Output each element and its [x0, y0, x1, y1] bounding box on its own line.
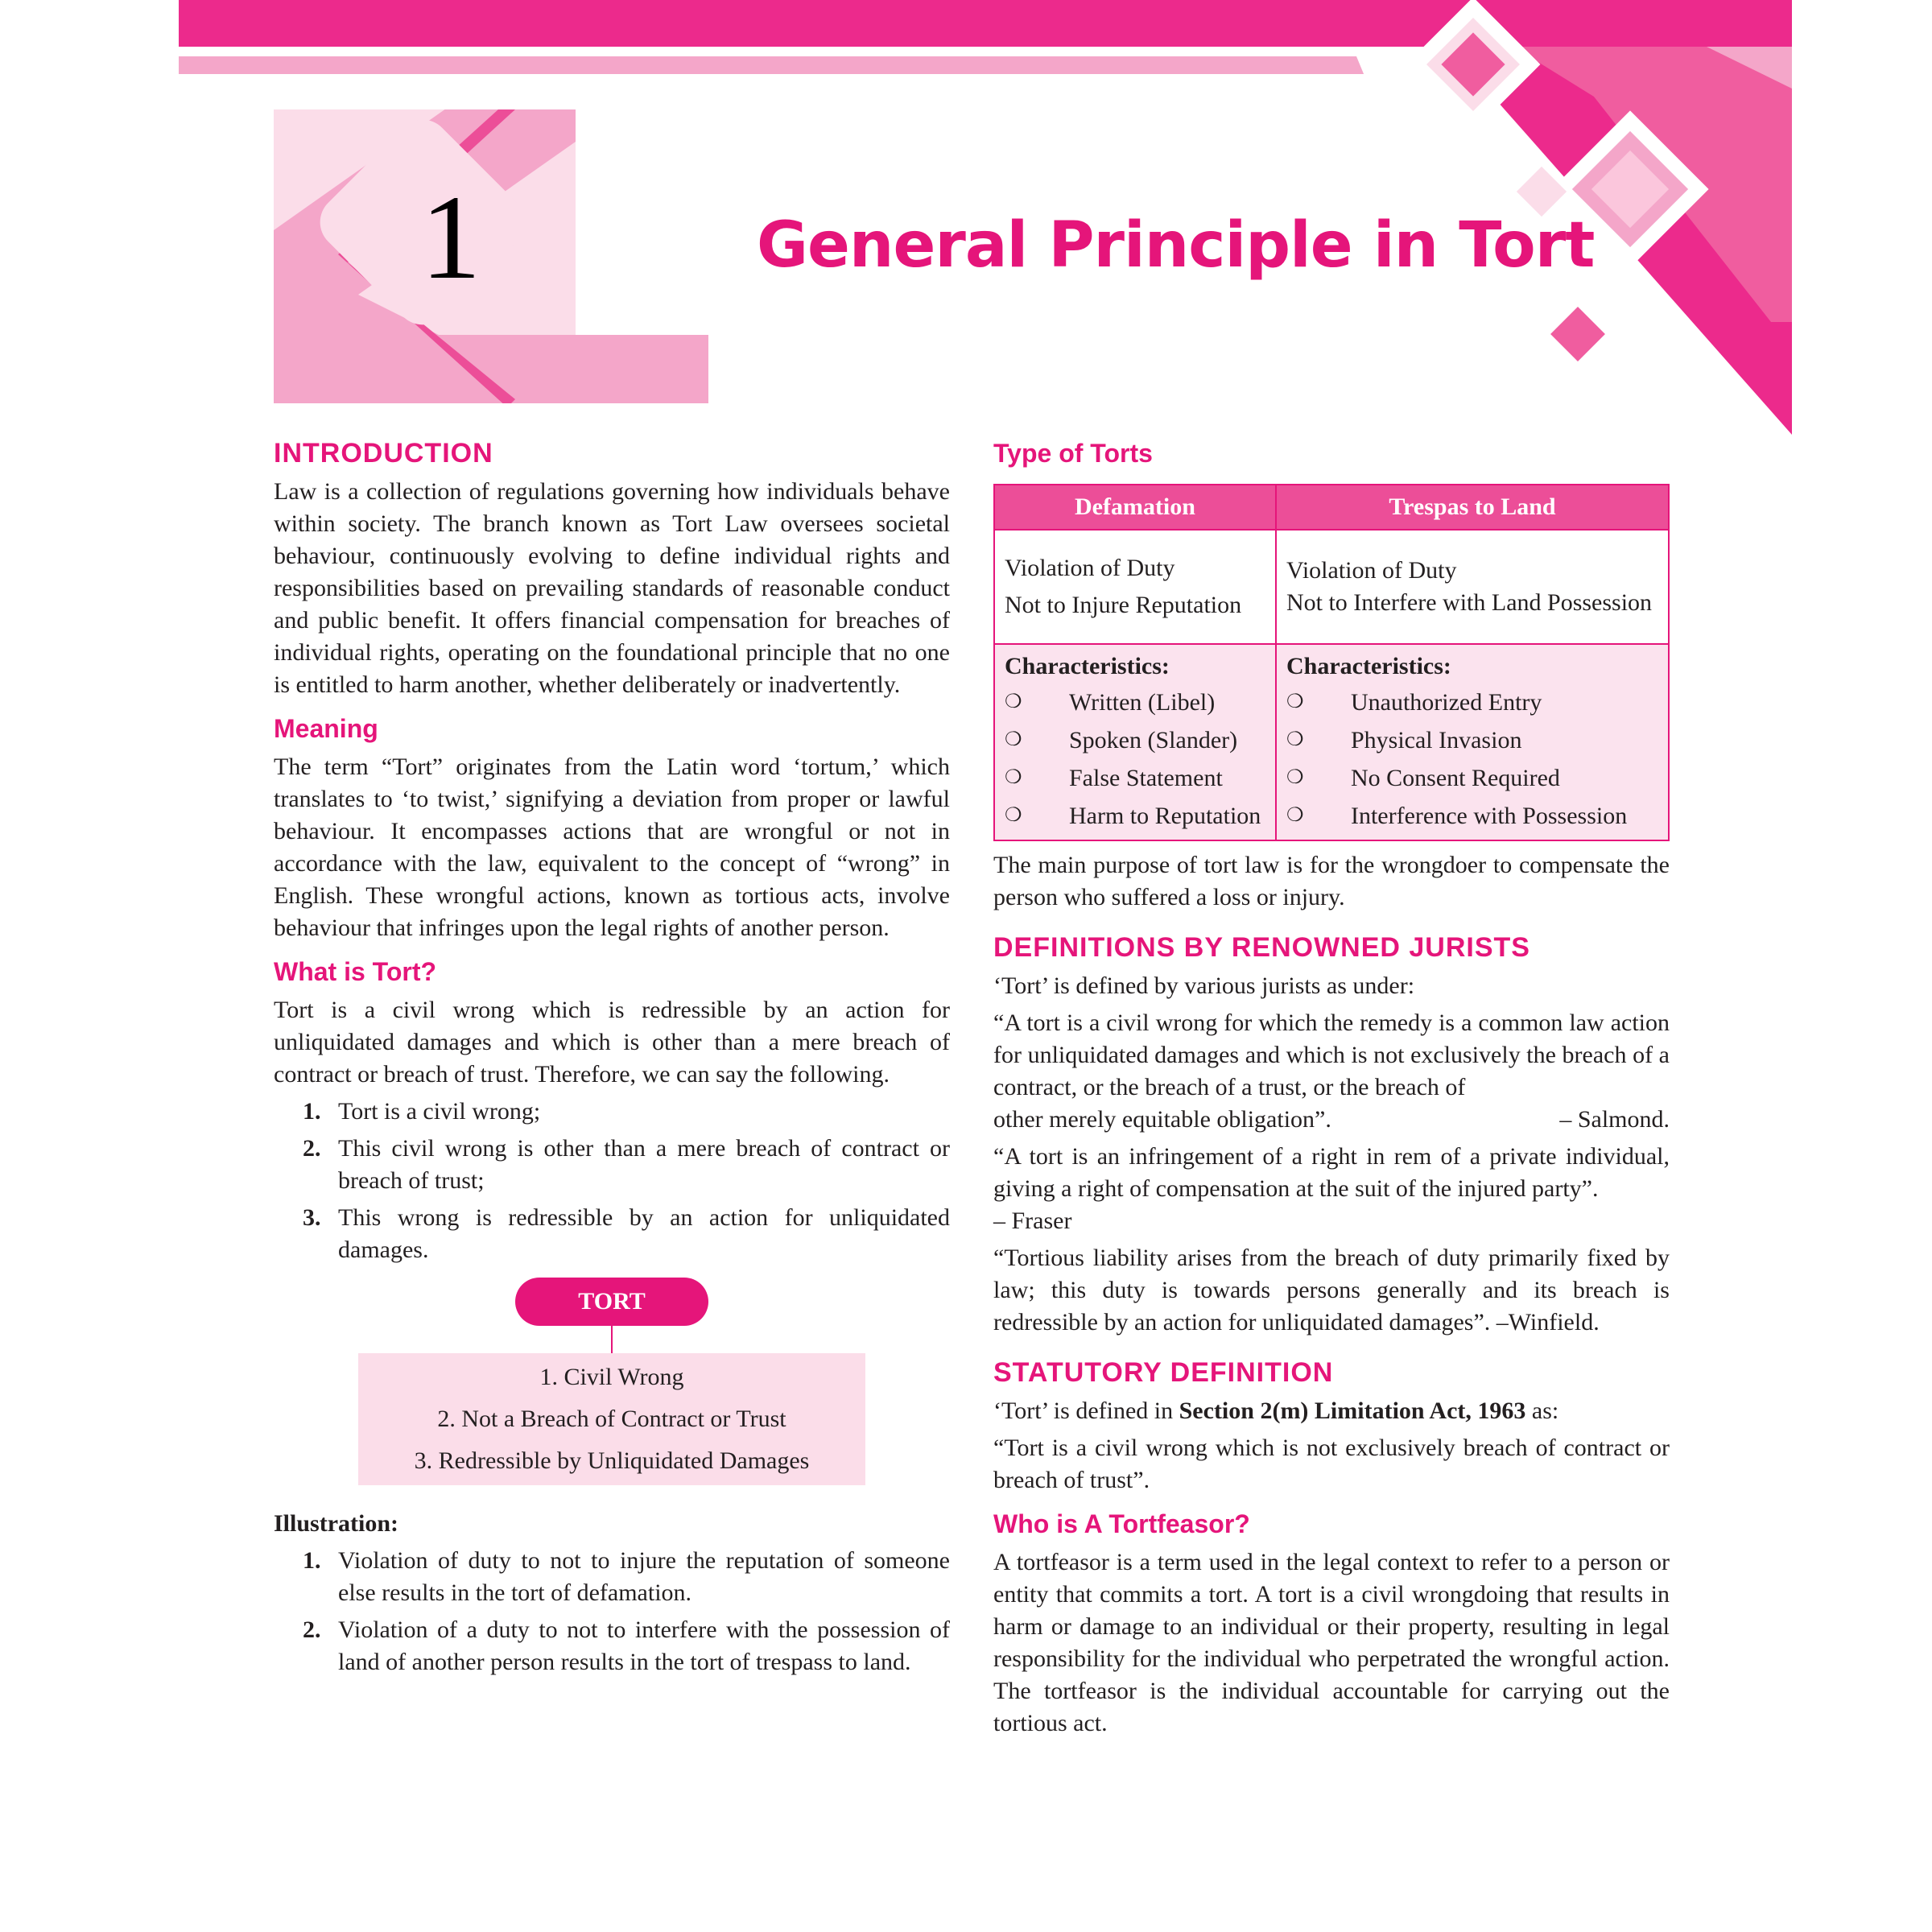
chapter-number: 1 [420, 171, 481, 304]
cell-line: Violation of Duty [1286, 557, 1457, 584]
characteristics-label: Characteristics: [1286, 653, 1451, 679]
winfield-definition: “Tortious liability arises from the breach of duty primarily fixed by law; this duty is towards persons generally and its breach is redressible by an action for unliquidated damages”. –Winfield. [993, 1245, 1670, 1335]
statutory-section: Section 2(m) Limitation Act, 1963 [1179, 1397, 1526, 1424]
table-cell [994, 644, 1276, 840]
connector-line [611, 1326, 613, 1353]
list-item [1005, 759, 1265, 797]
list-item [1286, 797, 1658, 835]
hollow-circle-bullet-icon: ❍ [1005, 805, 1022, 826]
what-is-tort-paragraph: Tort is a civil wrong which is redressible by an action for unliquidated damages and which is other than a mere breach of contract or breach of trust. Therefore, we can say the following. [274, 997, 950, 1088]
table-header: Trespas to Land [1276, 485, 1669, 530]
characteristics-label: Characteristics: [1005, 653, 1170, 679]
list-number: 1. [303, 1547, 321, 1574]
types-of-torts-table [993, 484, 1670, 841]
types-heading: Type of Torts [993, 439, 1153, 468]
list-item [303, 1133, 950, 1197]
salmond-signature: – Salmond. [1559, 1106, 1670, 1133]
hollow-circle-bullet-icon: ❍ [1005, 767, 1022, 788]
diagram-item: 3. Redressible by Unliquidated Damages [414, 1447, 810, 1474]
purpose-paragraph: The main purpose of tort law is for the wrongdoer to compensate the person who suffered a loss or injury. [993, 852, 1670, 910]
list-item [1286, 759, 1658, 797]
list-text: Interference with Possession [1350, 803, 1628, 829]
list-item [303, 1202, 950, 1266]
cell-line: Not to Interfere with Land Possession [1286, 589, 1653, 616]
cell-line: Not to Injure Reputation [1005, 592, 1242, 618]
tort-diagram [274, 1278, 950, 1503]
intro-heading: INTRODUCTION [274, 438, 493, 469]
list-number: 1. [303, 1098, 321, 1125]
hollow-circle-bullet-icon: ❍ [1005, 729, 1022, 750]
list-number: 2. [303, 1135, 321, 1162]
what-is-tort-heading: What is Tort? [274, 957, 437, 986]
list-item [1286, 683, 1658, 721]
diagram-item: 1. Civil Wrong [539, 1364, 684, 1390]
list-text: Tort is a civil wrong; [338, 1098, 541, 1125]
tort-label-pill: TORT [515, 1278, 708, 1326]
list-item [1005, 797, 1265, 835]
cell-line: Violation of Duty [1005, 555, 1175, 581]
list-text: Written (Libel) [1069, 689, 1216, 716]
hollow-circle-bullet-icon: ❍ [1286, 805, 1304, 826]
left-column [274, 431, 950, 1678]
salmond-last-line [993, 1104, 1670, 1136]
table-cell [1276, 644, 1669, 840]
list-text: This civil wrong is other than a mere breach of contract or breach of trust; [338, 1135, 950, 1194]
tortfeasor-paragraph: A tortfeasor is a term used in the legal context to refer to a person or entity that commits a tort. A tort is a civil wrongdoing that results in harm or damage to an individual or their property, resulting in legal responsibility for the individual who perpetrated the wrongful action. The tortfeasor is the individual accountable for carrying out the tortious act. [993, 1549, 1670, 1736]
fraser-definition: “A tort is an infringement of a right in rem of a private individual, giving a right of compensation at the suit of the injured party”. [993, 1143, 1670, 1202]
header-strip [179, 56, 1418, 74]
statutory-post: as: [1525, 1397, 1559, 1424]
table-cell [994, 530, 1276, 644]
fraser-signature: – Fraser [993, 1208, 1072, 1234]
list-text: Harm to Reputation [1069, 803, 1261, 829]
hollow-circle-bullet-icon: ❍ [1005, 691, 1022, 712]
tortfeasor-heading: Who is A Tortfeasor? [993, 1509, 1250, 1538]
statutory-heading: STATUTORY DEFINITION [993, 1357, 1334, 1388]
illustration-heading: Illustration: [274, 1510, 399, 1537]
list-text: Spoken (Slander) [1069, 727, 1238, 753]
hollow-circle-bullet-icon: ❍ [1286, 729, 1304, 750]
statutory-pre: ‘Tort’ is defined in [993, 1397, 1179, 1424]
list-text: False Statement [1069, 765, 1223, 791]
list-item [1005, 721, 1265, 759]
diagram-item: 2. Not a Breach of Contract or Trust [437, 1406, 786, 1432]
statutory-intro [993, 1395, 1670, 1427]
meaning-paragraph: The term “Tort” originates from the Latin word ‘tortum,’ which translates to ‘to twist,’ signifying a deviation from proper or lawful behaviour. It encompasses actions that are wrongful or not in accordance with the law, equivalent to the concept of “wrong” in English. These wrongful actions, known as tortious acts, involve behaviour that infringes upon the legal rights of another person. [274, 753, 950, 941]
intro-paragraph: Law is a collection of regulations governing how individuals behave within society. The branch known as Tort Law oversees societal behaviour, continuously evolving to define individual rights and responsibilities based on prevailing standards of reasonable conduct and public benefit. It offers financial compensation for breaches of individual rights, operating on the foundational principle that no one is entitled to harm another, whether deliberately or inadvertently. [274, 478, 950, 698]
meaning-heading: Meaning [274, 714, 378, 743]
table-header: Defamation [994, 485, 1276, 530]
list-item [303, 1614, 950, 1678]
list-item [1005, 683, 1265, 721]
chapter-title: General Principle in Tort [757, 209, 1595, 282]
jurists-intro: ‘Tort’ is defined by various jurists as under: [993, 972, 1415, 999]
list-text: Unauthorized Entry [1350, 689, 1542, 716]
list-text: No Consent Required [1350, 765, 1560, 791]
list-number: 3. [303, 1204, 321, 1231]
list-item [1286, 721, 1658, 759]
table-cell [1276, 530, 1669, 644]
list-text: Physical Invasion [1350, 727, 1522, 753]
list-item [303, 1096, 950, 1128]
salmond-definition: “A tort is a civil wrong for which the remedy is a common law action for unliquidated damages and which is not exclusively the breach of a contract, or the breach of a trust, or the breach of [993, 1009, 1670, 1100]
salmond-last-text: other merely equitable obligation”. [993, 1106, 1331, 1133]
list-number: 2. [303, 1616, 321, 1643]
jurists-heading: DEFINITIONS BY RENOWNED JURISTS [993, 932, 1530, 963]
hollow-circle-bullet-icon: ❍ [1286, 767, 1304, 788]
illustration-list [274, 1545, 950, 1678]
tort-elements-box [358, 1353, 865, 1485]
list-item [303, 1545, 950, 1609]
right-column [993, 431, 1670, 1740]
list-text: Violation of duty to not to injure the reputation of someone else results in the tort of defamation. [338, 1547, 950, 1606]
list-text: Violation of a duty to not to interfere with the possession of land of another person results in the tort of trespass to land. [338, 1616, 950, 1675]
tort-elements-list [274, 1096, 950, 1266]
hollow-circle-bullet-icon: ❍ [1286, 691, 1304, 712]
list-text: This wrong is redressible by an action for unliquidated damages. [338, 1204, 950, 1263]
statutory-quote: “Tort is a civil wrong which is not exclusively breach of contract or breach of trust”. [993, 1435, 1670, 1493]
